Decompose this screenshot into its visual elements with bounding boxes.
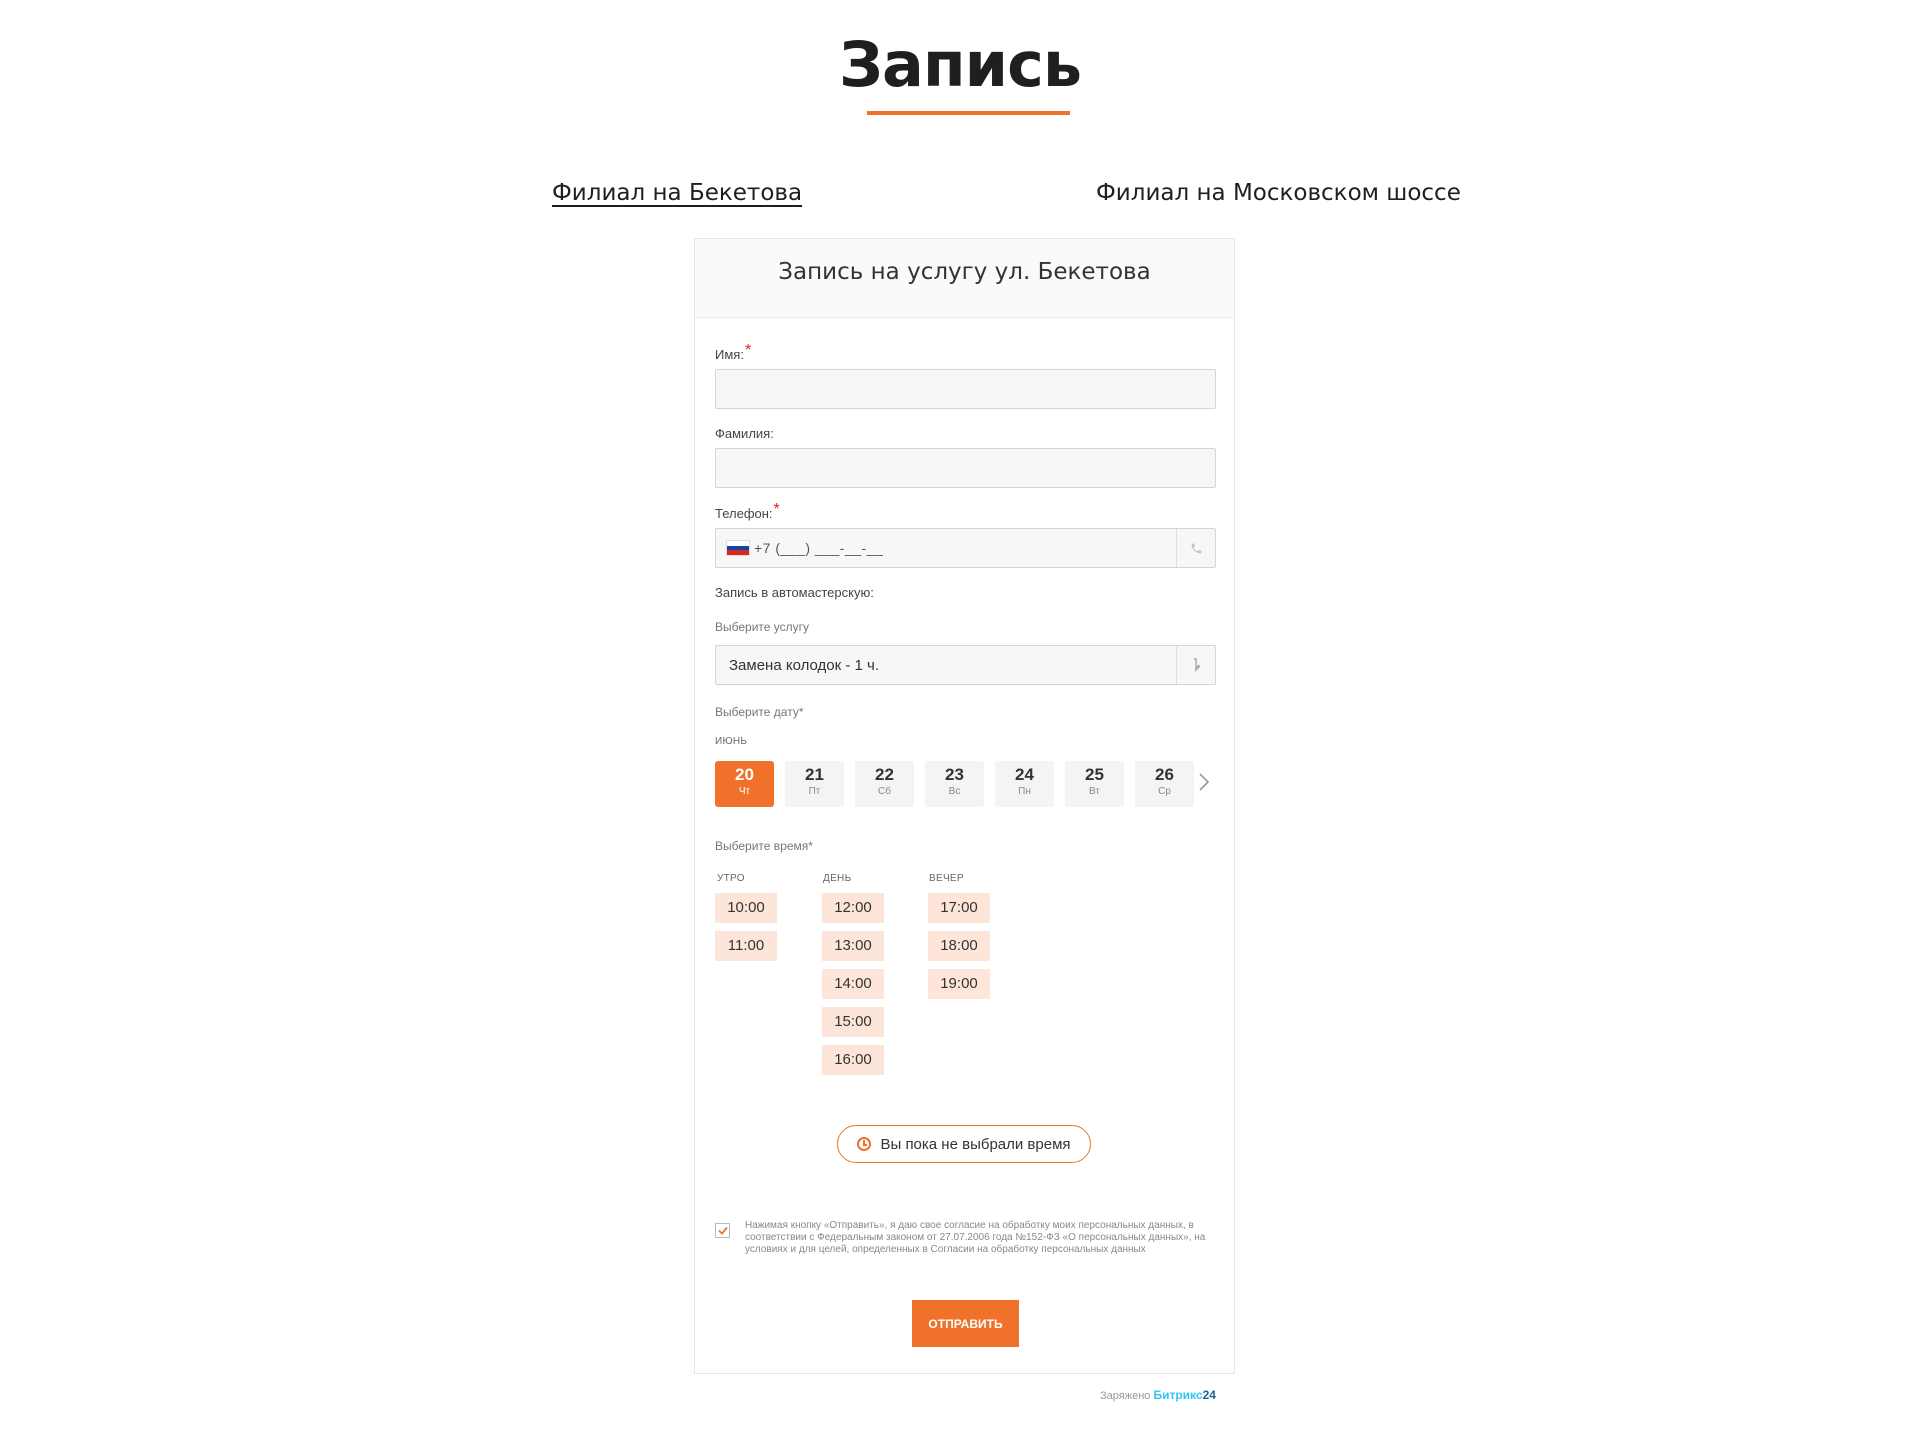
booking-form (694, 238, 1235, 1374)
name-label (715, 342, 752, 364)
service-label: Выберите услугу (715, 620, 810, 634)
date-number: 21 (805, 765, 824, 784)
date-weekday: Сб (878, 786, 891, 797)
page-title: Запись (838, 28, 1082, 101)
time-slot[interactable]: 14:00 (822, 969, 884, 999)
surname-label: Фамилия: (715, 426, 774, 441)
bitrix-logo-number: 24 (1202, 1388, 1216, 1402)
date-option[interactable] (995, 761, 1054, 807)
service-select[interactable] (715, 645, 1216, 685)
time-slot[interactable]: 18:00 (928, 931, 990, 961)
chevron-right-icon[interactable] (1198, 768, 1210, 799)
service-value: Замена колодок - 1 ч. (729, 656, 880, 674)
period-evening-label: ВЕЧЕР (929, 873, 964, 884)
time-slot[interactable]: 13:00 (822, 931, 884, 961)
time-status-text: Вы пока не выбрали время (880, 1135, 1071, 1153)
month-label: ИЮНЬ (715, 736, 748, 747)
date-weekday: Вт (1089, 786, 1100, 797)
date-weekday: Пн (1018, 786, 1031, 797)
form-title: Запись на услугу ул. Бекетова (695, 239, 1234, 318)
required-mark: * (773, 501, 780, 518)
phone-icon[interactable] (1176, 529, 1215, 567)
tab-moskovskoe-shosse[interactable]: Филиал на Московском шоссе (1096, 180, 1461, 206)
date-number: 22 (875, 765, 894, 784)
submit-button[interactable]: ОТПРАВИТЬ (912, 1300, 1019, 1347)
time-slot[interactable]: 17:00 (928, 893, 990, 923)
time-label: Выберите время* (715, 839, 813, 853)
date-option[interactable] (715, 761, 774, 807)
time-slot[interactable]: 11:00 (715, 931, 777, 961)
period-day-label: ДЕНЬ (823, 873, 852, 884)
time-slot[interactable]: 10:00 (715, 893, 777, 923)
date-option[interactable] (1065, 761, 1124, 807)
date-number: 20 (735, 765, 754, 784)
date-option[interactable] (1135, 761, 1194, 807)
date-option[interactable] (785, 761, 844, 807)
date-number: 23 (945, 765, 964, 784)
time-status-badge (837, 1125, 1091, 1163)
consent-text: Нажимая кнопку «Отправить», я даю свое согласие на обработку моих персональных данных, в соответствии с Федеральным законом от 27.07.2006 года №152-ФЗ «О персональных данных», на условиях и для целей, определенных в Согласии на обработку персональных данных (745, 1220, 1206, 1255)
tab-beketova[interactable]: Филиал на Бекетова (552, 180, 803, 206)
workshop-label: Запись в автомастерскую: (715, 585, 874, 600)
consent-checkbox[interactable] (715, 1223, 730, 1238)
phone-placeholder: +7 (___) ___-__-__ (754, 540, 884, 556)
clock-icon (857, 1137, 871, 1151)
date-option[interactable] (925, 761, 984, 807)
time-slot[interactable]: 12:00 (822, 893, 884, 923)
date-weekday: Вс (948, 786, 961, 797)
time-slot[interactable]: 19:00 (928, 969, 990, 999)
date-weekday: Чт (738, 786, 751, 797)
required-mark: * (744, 342, 752, 359)
select-arrow-icon[interactable] (1176, 646, 1215, 684)
name-label-text: Имя: (715, 347, 744, 362)
name-input[interactable] (715, 369, 1216, 409)
date-number: 25 (1085, 765, 1104, 784)
bitrix-logo-text: Битрикс (1153, 1388, 1203, 1402)
time-slot[interactable]: 16:00 (822, 1045, 884, 1075)
phone-label-text: Телефон: (715, 506, 773, 521)
powered-prefix: Заряжено (1100, 1390, 1151, 1402)
date-weekday: Пт (808, 786, 821, 797)
date-weekday: Ср (1158, 786, 1171, 797)
phone-label (715, 501, 780, 523)
time-slot[interactable]: 15:00 (822, 1007, 884, 1037)
surname-input[interactable] (715, 448, 1216, 488)
title-underline (867, 111, 1070, 115)
check-icon (718, 1224, 728, 1238)
phone-input[interactable] (715, 528, 1216, 568)
date-label: Выберите дату* (715, 705, 804, 719)
date-option[interactable] (855, 761, 914, 807)
russia-flag-icon[interactable] (726, 540, 750, 556)
powered-by[interactable] (1100, 1388, 1216, 1402)
date-number: 24 (1015, 765, 1034, 784)
date-number: 26 (1155, 765, 1174, 784)
period-morning-label: УТРО (717, 873, 745, 884)
